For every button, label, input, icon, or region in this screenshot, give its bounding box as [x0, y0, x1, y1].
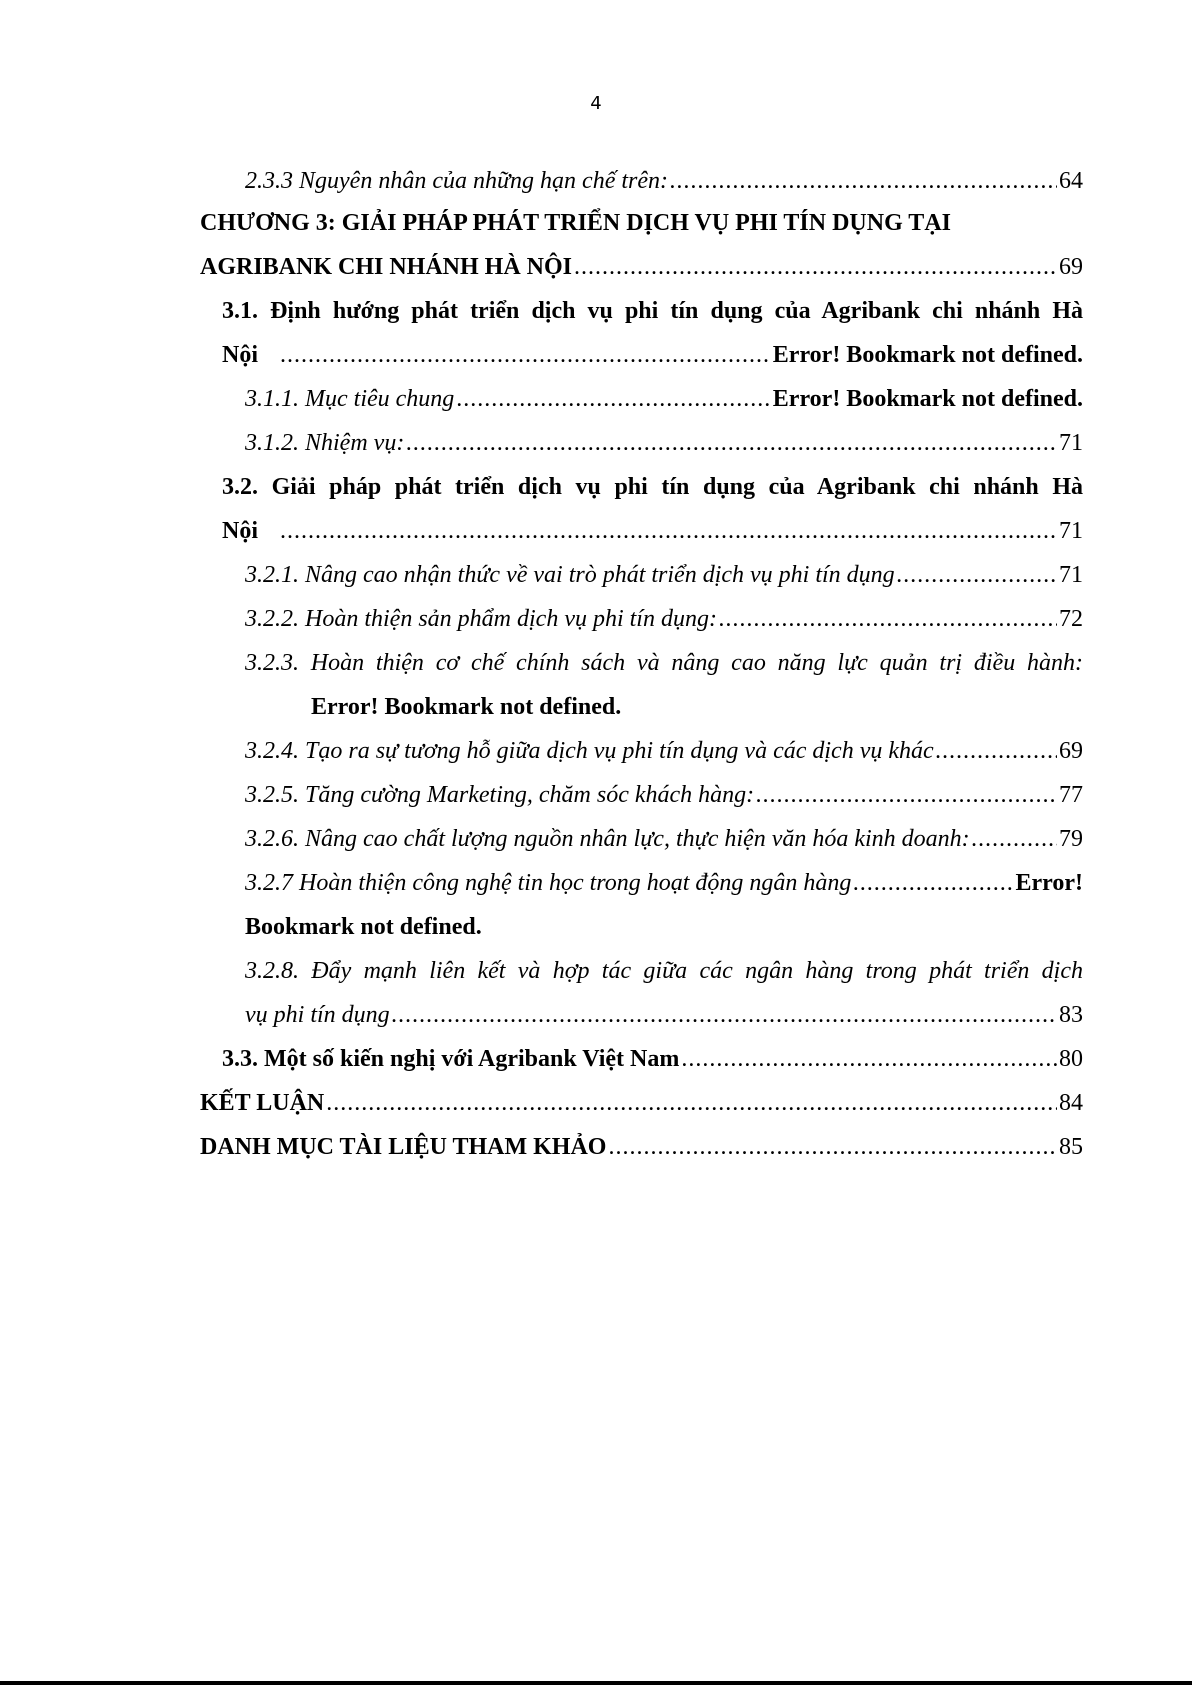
toc-page-number: 71: [1059, 430, 1083, 456]
toc-entry-title: AGRIBANK CHI NHÁNH HÀ NỘI: [200, 254, 573, 280]
toc-entry-title: Nội: [222, 342, 258, 368]
toc-page-number: 77: [1059, 782, 1083, 808]
toc-leader: [456, 382, 770, 416]
page-number: 4: [590, 93, 602, 114]
toc-entry-2-3-3[interactable]: [245, 164, 1083, 198]
toc-entry-3-2[interactable]: [222, 514, 1083, 548]
toc-entry-title: DANH MỤC TÀI LIỆU THAM KHẢO: [200, 1134, 607, 1160]
toc-entry-3-2-7[interactable]: [245, 866, 1083, 900]
toc-entry-title: 3.2.1. Nâng cao nhận thức về vai trò phát triển dịch vụ phi tín dụng: [245, 562, 895, 588]
toc-page-number: 71: [1059, 562, 1083, 588]
toc-entry-title: vụ phi tín dụng: [245, 1002, 390, 1028]
toc-entry-3-1-2[interactable]: [245, 426, 1083, 460]
toc-leader: [280, 338, 771, 372]
toc-leader: [326, 1086, 1057, 1120]
toc-entry-3-1[interactable]: [222, 338, 1083, 372]
toc-leader: [406, 426, 1057, 460]
page-bottom-border: [0, 1681, 1192, 1685]
toc-entry-3-3[interactable]: [222, 1042, 1083, 1076]
toc-page-number: 64: [1059, 168, 1083, 194]
toc-page-number: Error! Bookmark not defined.: [772, 386, 1083, 412]
toc-entry-3-2-3-page[interactable]: Error! Bookmark not defined.: [311, 694, 622, 720]
toc-leader: [719, 602, 1057, 636]
toc-page-number: 69: [1059, 738, 1083, 764]
toc-page-number: 85: [1059, 1134, 1083, 1160]
toc-entry-3-2-5[interactable]: [245, 778, 1083, 812]
toc-entry-title: 3.3. Một số kiến nghị với Agribank Việt Nam: [222, 1046, 680, 1072]
toc-page-number: 84: [1059, 1090, 1083, 1116]
toc-leader: [574, 250, 1057, 284]
toc-leader: [681, 1042, 1057, 1076]
toc-leader: [756, 778, 1057, 812]
toc-page-number: Error!: [1015, 870, 1083, 896]
toc-entry-title: 3.2.2. Hoàn thiện sản phẩm dịch vụ phi tín dụng:: [245, 606, 717, 632]
toc-leader: [897, 558, 1057, 592]
toc-entry-title: 3.2.5. Tăng cường Marketing, chăm sóc khách hàng:: [245, 782, 755, 808]
toc-entry-3-1-line1[interactable]: 3.1. Định hướng phát triển dịch vụ phi tín dụng của Agribank chi nhánh Hà: [222, 298, 1083, 324]
toc-page-number: 83: [1059, 1002, 1083, 1028]
toc-entry-title: 3.1.1. Mục tiêu chung: [245, 386, 455, 412]
toc-leader: [936, 734, 1057, 768]
toc-leader: [972, 822, 1057, 856]
toc-entry-title: Nội: [222, 518, 258, 544]
toc-entry-chapter-3[interactable]: [200, 250, 1083, 284]
toc-entry-title: 3.2.6. Nâng cao chất lượng nguồn nhân lực, thực hiện văn hóa kinh doanh:: [245, 826, 970, 852]
toc-entry-3-2-4[interactable]: [245, 734, 1083, 768]
toc-leader: [853, 866, 1013, 900]
toc-page-number: Error! Bookmark not defined.: [772, 342, 1083, 368]
toc-entry-3-2-8[interactable]: [245, 998, 1083, 1032]
toc-entry-title: KẾT LUẬN: [200, 1090, 325, 1116]
toc-entry-3-2-2[interactable]: [245, 602, 1083, 636]
toc-page-number: 79: [1059, 826, 1083, 852]
toc-leader: [608, 1130, 1057, 1164]
toc-entry-conclusion[interactable]: [200, 1086, 1083, 1120]
toc-entry-3-2-6[interactable]: [245, 822, 1083, 856]
toc-page-number: 72: [1059, 606, 1083, 632]
toc-entry-3-2-8-line1[interactable]: 3.2.8. Đẩy mạnh liên kết và hợp tác giữa các ngân hàng trong phát triển dịch: [245, 958, 1083, 984]
toc-entry-3-1-1[interactable]: [245, 382, 1083, 416]
toc-page-number: 80: [1059, 1046, 1083, 1072]
toc-entry-3-2-7-page-cont[interactable]: Bookmark not defined.: [245, 914, 482, 940]
toc-entry-title: 3.2.7 Hoàn thiện công nghệ tin học trong hoạt động ngân hàng: [245, 870, 852, 896]
toc-page-number: 71: [1059, 518, 1083, 544]
toc-leader: [280, 514, 1057, 548]
toc-entry-references[interactable]: [200, 1130, 1083, 1164]
toc-entry-3-2-3-line1[interactable]: 3.2.3. Hoàn thiện cơ chế chính sách và nâng cao năng lực quản trị điều hành:: [245, 650, 1083, 676]
toc-entry-3-2-1[interactable]: [245, 558, 1083, 592]
toc-entry-title: 3.2.4. Tạo ra sự tương hỗ giữa dịch vụ phi tín dụng và các dịch vụ khác: [245, 738, 934, 764]
toc-entry-3-2-line1[interactable]: 3.2. Giải pháp phát triển dịch vụ phi tín dụng của Agribank chi nhánh Hà: [222, 474, 1083, 500]
toc-entry-title: 2.3.3 Nguyên nhân của những hạn chế trên:: [245, 168, 669, 194]
toc-page-number: 69: [1059, 254, 1083, 280]
toc-leader: [392, 998, 1057, 1032]
toc-entry-chapter-3-line1[interactable]: CHƯƠNG 3: GIẢI PHÁP PHÁT TRIỂN DỊCH VỤ PHI TÍN DỤNG TẠI: [200, 210, 951, 236]
toc-entry-title: 3.1.2. Nhiệm vụ:: [245, 430, 405, 456]
toc-leader: [670, 164, 1057, 198]
